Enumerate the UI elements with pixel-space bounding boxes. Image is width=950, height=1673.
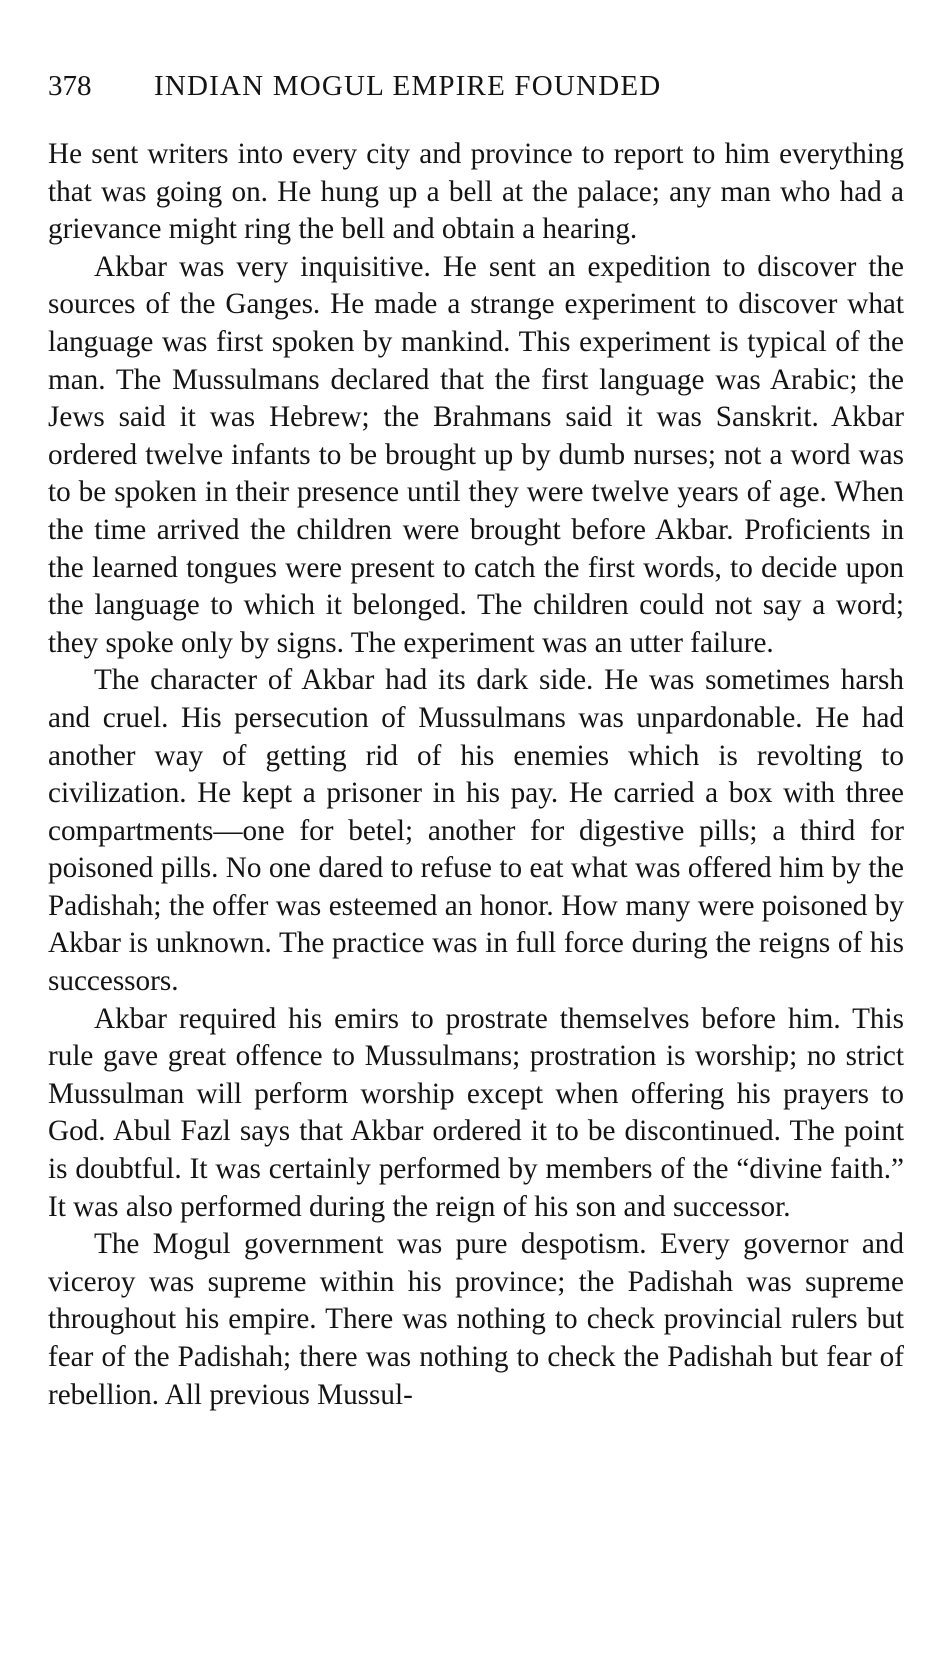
- running-title: INDIAN MOGUL EMPIRE FOUNDED: [154, 70, 662, 102]
- book-page: [48, 70, 904, 1414]
- paragraph-1: He sent writers into every city and province to report to him everything that was going on. He hung up a bell at the palace; any man who had a grievance might ring the bell and obtain a hearing.: [48, 138, 904, 246]
- page-number: 378: [48, 70, 92, 102]
- paragraph-3: The character of Akbar had its dark side. He was sometimes harsh and cruel. His persecution of Mussulmans was unpardonable. He had another way of getting rid of his enemies which is revolting to civilization. He kept a prisoner in his pay. He carried a box with three compartments—one for betel; another for digestive pills; a third for poisoned pills. No one dared to refuse to eat what was offered him by the Padishah; the offer was esteemed an honor. How many were poisoned by Akbar is unknown. The practice was in full force during the reigns of his successors.: [48, 664, 904, 998]
- paragraph-5: The Mogul government was pure despotism. Every governor and viceroy was supreme within his province; the Padishah was supreme throughout his empire. There was nothing to check provincial rulers but fear of the Padishah; there was nothing to check the Padishah but fear of rebellion. All previous Mussul-: [48, 1228, 904, 1411]
- paragraph-4: Akbar required his emirs to prostrate themselves before him. This rule gave great offence to Mussulmans; prostration is worship; no strict Mussulman will perform worship except when offering his prayers to God. Abul Fazl says that Akbar ordered it to be discontinued. The point is doubtful. It was certainly performed by members of the “divine faith.” It was also performed during the reign of his son and successor.: [48, 1002, 904, 1223]
- body-text: [48, 136, 904, 1414]
- paragraph-2: Akbar was very inquisitive. He sent an expedition to discover the sources of the Ganges. He made a strange experiment to discover what language was first spoken by mankind. This experiment is typical of the man. The Mussulmans declared that the first language was Arabic; the Jews said it was Hebrew; the Brahmans said it was Sanskrit. Akbar ordered twelve infants to be brought up by dumb nurses; not a word was to be spoken in their presence until they were twelve years of age. When the time arrived the children were brought before Akbar. Proficients in the learned tongues were present to catch the first words, to decide upon the language to which it belonged. The children could not say a word; they spoke only by signs. The experiment was an utter failure.: [48, 250, 904, 659]
- running-header: [48, 70, 904, 126]
